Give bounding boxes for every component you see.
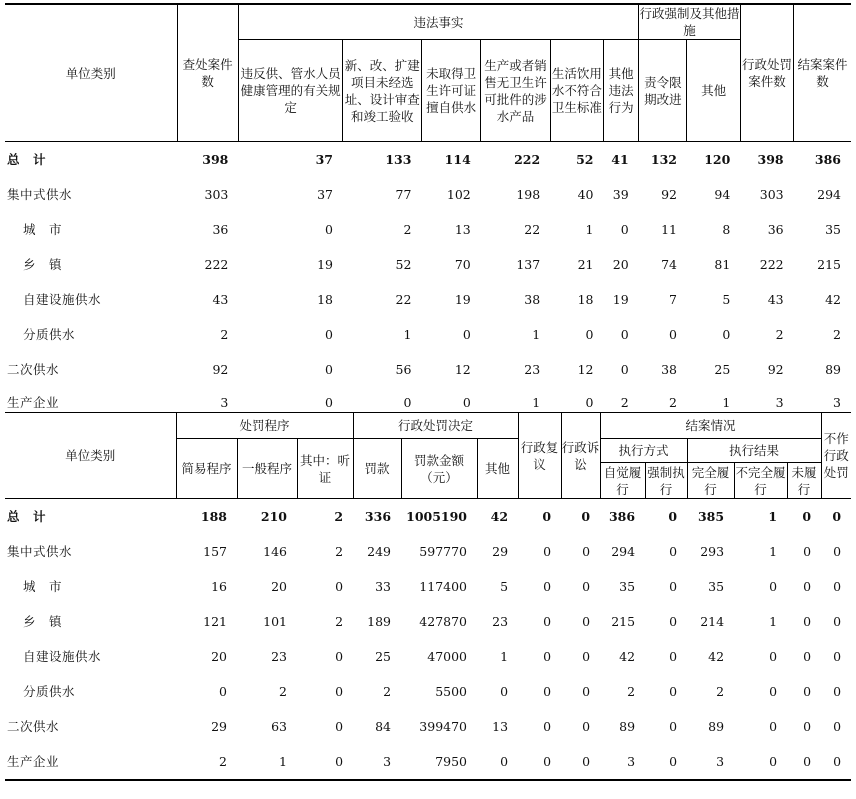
col-header-simple: 简易程序 xyxy=(176,439,237,499)
table-cell: 386 xyxy=(608,509,636,524)
table-cell: 303 xyxy=(204,187,229,202)
row-label: 生产企业 xyxy=(7,394,60,410)
table-cell: 0 xyxy=(335,579,344,594)
table-cell: 2 xyxy=(620,394,629,410)
table-cell: 0 xyxy=(669,649,678,664)
table-cell: 0 xyxy=(543,544,552,559)
table-cell: 399470 xyxy=(419,719,468,734)
table-row xyxy=(5,317,851,352)
col-header-other-violation: 其他违法行为 xyxy=(603,40,638,142)
table-cell: 1 xyxy=(532,327,541,342)
table-cell: 2 xyxy=(716,684,725,699)
row-label: 总 计 xyxy=(7,509,47,524)
table-cell: 0 xyxy=(769,684,778,699)
table-cell: 222 xyxy=(204,257,229,272)
table-cell: 77 xyxy=(395,187,412,202)
table-cell: 0 xyxy=(803,754,812,769)
violation-cases-table xyxy=(5,3,851,417)
table-cell: 0 xyxy=(585,394,594,410)
table-cell: 0 xyxy=(803,684,812,699)
table-cell: 0 xyxy=(582,544,591,559)
table-cell: 8 xyxy=(722,222,731,237)
table-cell: 38 xyxy=(524,292,541,307)
table-cell: 20 xyxy=(612,257,629,272)
table-cell: 36 xyxy=(767,222,784,237)
table-cell: 294 xyxy=(611,544,636,559)
table-row xyxy=(5,569,851,604)
table-cell: 0 xyxy=(581,509,591,524)
col-group-exec-result: 执行结果 xyxy=(687,439,821,463)
table-cell: 0 xyxy=(803,719,812,734)
col-header-cases: 查处案件数 xyxy=(177,4,238,142)
col-header-category-2: 单位类别 xyxy=(5,413,176,499)
table-cell: 214 xyxy=(700,614,725,629)
col-header-penalty-cases: 行政处罚案件数 xyxy=(740,4,793,142)
table-cell: 2 xyxy=(220,327,229,342)
table-cell: 0 xyxy=(582,614,591,629)
table-cell: 0 xyxy=(769,649,778,664)
table-cell: 0 xyxy=(769,754,778,769)
table-cell: 2 xyxy=(669,394,677,410)
table-cell: 47000 xyxy=(427,649,468,664)
table-cell: 89 xyxy=(619,719,636,734)
table-row xyxy=(5,674,851,709)
table-cell: 0 xyxy=(462,394,471,410)
table-cell: 2 xyxy=(383,684,392,699)
table-cell: 92 xyxy=(661,187,677,202)
table-cell: 2 xyxy=(219,754,227,769)
col-header-no-penalty: 不作行政处罚 xyxy=(821,413,851,499)
table-cell: 0 xyxy=(669,614,678,629)
table-cell: 198 xyxy=(516,187,541,202)
table-cell: 43 xyxy=(767,292,784,307)
table-cell: 0 xyxy=(585,327,594,342)
table-cell: 0 xyxy=(803,614,812,629)
table-cell: 3 xyxy=(627,754,636,769)
table-cell: 210 xyxy=(260,509,287,524)
row-label: 分质供水 xyxy=(23,327,76,342)
table-cell: 0 xyxy=(769,719,778,734)
table-row xyxy=(5,639,851,674)
table-cell: 25 xyxy=(375,649,392,664)
row-label: 自建设施供水 xyxy=(23,649,102,664)
table-cell: 29 xyxy=(211,719,227,734)
table-cell: 2 xyxy=(334,509,344,524)
table-cell: 11 xyxy=(661,222,677,237)
table-cell: 0 xyxy=(833,684,842,699)
table-row xyxy=(5,142,851,178)
table-cell: 0 xyxy=(833,649,842,664)
table-cell: 2 xyxy=(335,544,344,559)
table-cell: 23 xyxy=(492,614,509,629)
col-header-project-approval: 新、改、扩建项目未经选址、设计审查和竣工验收 xyxy=(343,40,421,142)
table-cell: 5 xyxy=(500,579,509,594)
table-cell: 37 xyxy=(317,187,333,202)
table-cell: 303 xyxy=(759,187,784,202)
table-cell: 0 xyxy=(832,509,842,524)
col-header-general: 一般程序 xyxy=(237,439,297,499)
row-label: 生产企业 xyxy=(7,754,60,769)
table-cell: 2 xyxy=(775,327,784,342)
row-label: 集中式供水 xyxy=(7,544,73,559)
table-cell: 0 xyxy=(543,579,552,594)
table-cell: 92 xyxy=(767,362,784,377)
table-row xyxy=(5,604,851,639)
table-cell: 0 xyxy=(802,509,812,524)
table-row xyxy=(5,744,851,780)
table-cell: 1 xyxy=(532,394,541,410)
table-row xyxy=(5,352,851,387)
table-cell: 0 xyxy=(582,684,591,699)
table-cell: 1005190 xyxy=(406,509,468,524)
table-cell: 1 xyxy=(279,754,287,769)
table-cell: 0 xyxy=(500,684,509,699)
table-cell: 7950 xyxy=(435,754,468,769)
table-row xyxy=(5,499,851,535)
table-cell: 0 xyxy=(582,649,591,664)
table-cell: 19 xyxy=(612,292,629,307)
row-label: 城 市 xyxy=(23,579,63,594)
table-cell: 3 xyxy=(220,394,229,410)
table-cell: 2 xyxy=(833,327,841,342)
col-group-procedure: 处罚程序 xyxy=(176,413,353,439)
table-cell: 0 xyxy=(669,579,678,594)
table-cell: 0 xyxy=(325,394,333,410)
col-header-full: 完全履行 xyxy=(687,463,734,499)
table-cell: 3 xyxy=(716,754,725,769)
table-cell: 19 xyxy=(454,292,471,307)
table-cell: 215 xyxy=(611,614,636,629)
table-cell: 25 xyxy=(714,362,731,377)
table-cell: 42 xyxy=(708,649,725,664)
table-cell: 0 xyxy=(325,222,333,237)
table-cell: 7 xyxy=(669,292,677,307)
col-header-health-rules: 违反供、管水人员健康管理的有关规定 xyxy=(238,40,343,142)
table-cell: 0 xyxy=(462,327,471,342)
col-header-enforced: 强制执行 xyxy=(645,463,687,499)
table-cell: 0 xyxy=(620,327,629,342)
col-header-fine: 罚款 xyxy=(353,439,401,499)
col-group-enforcement: 行政强制及其他措施 xyxy=(639,6,740,38)
table-cell: 89 xyxy=(825,362,841,377)
table-cell: 215 xyxy=(817,257,841,272)
table-cell: 0 xyxy=(543,754,552,769)
table-cell: 92 xyxy=(212,362,229,377)
table-cell: 74 xyxy=(661,257,677,272)
table-cell: 0 xyxy=(582,579,591,594)
table-cell: 42 xyxy=(490,509,509,524)
table-cell: 385 xyxy=(697,509,725,524)
table-cell: 38 xyxy=(661,362,677,377)
table-cell: 81 xyxy=(714,257,731,272)
table-cell: 133 xyxy=(385,152,412,167)
row-label: 二次供水 xyxy=(7,362,60,377)
table-cell: 35 xyxy=(708,579,725,594)
table-cell: 0 xyxy=(582,754,591,769)
table-cell: 0 xyxy=(335,649,344,664)
table-cell: 42 xyxy=(825,292,841,307)
table-cell: 1 xyxy=(585,222,594,237)
table-cell: 29 xyxy=(492,544,509,559)
table-cell: 43 xyxy=(212,292,229,307)
table-cell: 157 xyxy=(203,544,227,559)
table-cell: 1 xyxy=(722,394,731,410)
col-header-closed-cases: 结案案件数 xyxy=(794,4,851,142)
table-cell: 0 xyxy=(833,614,842,629)
col-group-exec-mode: 执行方式 xyxy=(600,439,687,463)
table-cell: 117400 xyxy=(419,579,468,594)
row-label: 自建设施供水 xyxy=(23,292,102,307)
col-header-unfulfilled: 未履行 xyxy=(787,463,821,499)
table-cell: 0 xyxy=(500,754,509,769)
table-row xyxy=(5,709,851,744)
table-cell: 39 xyxy=(612,187,629,202)
table-cell: 37 xyxy=(315,152,333,167)
table-cell: 597770 xyxy=(419,544,468,559)
table-cell: 120 xyxy=(704,152,731,167)
table-cell: 0 xyxy=(403,394,412,410)
table-cell: 0 xyxy=(669,719,678,734)
table-cell: 5500 xyxy=(435,684,468,699)
col-group-violation-facts: 违法事实 xyxy=(238,4,638,40)
table-cell: 12 xyxy=(454,362,471,377)
table-cell: 0 xyxy=(669,754,678,769)
col-header-partial: 不完全履行 xyxy=(735,464,786,497)
table-cell: 0 xyxy=(669,684,678,699)
table-cell: 1 xyxy=(403,327,412,342)
table-row xyxy=(5,177,851,212)
row-label: 集中式供水 xyxy=(7,187,73,202)
table-cell: 0 xyxy=(335,719,344,734)
table-cell: 18 xyxy=(577,292,594,307)
col-header-hearing: 其中：听证 xyxy=(297,439,353,499)
table-cell: 3 xyxy=(383,754,392,769)
table-cell: 13 xyxy=(492,719,509,734)
table-cell: 42 xyxy=(619,649,636,664)
table-cell: 3 xyxy=(775,394,784,410)
table-cell: 293 xyxy=(700,544,725,559)
table-cell: 40 xyxy=(577,187,594,202)
col-group-closing: 结案情况 xyxy=(600,413,821,439)
table-cell: 0 xyxy=(582,719,591,734)
col-header-litigation: 行政诉讼 xyxy=(561,413,600,499)
table-cell: 89 xyxy=(708,719,725,734)
row-label: 乡 镇 xyxy=(23,614,63,629)
col-header-water-standard: 生活饮用水不符合卫生标准 xyxy=(550,40,603,142)
table-cell: 23 xyxy=(271,649,287,664)
table-row xyxy=(5,282,851,317)
col-group-decision: 行政处罚决定 xyxy=(353,413,518,439)
table-row xyxy=(5,247,851,282)
row-label: 二次供水 xyxy=(7,719,60,734)
table-cell: 3 xyxy=(833,394,841,410)
table-cell: 0 xyxy=(669,327,677,342)
table-cell: 22 xyxy=(395,292,412,307)
table-cell: 52 xyxy=(576,152,594,167)
col-header-no-license: 未取得卫生许可证擅自供水 xyxy=(421,40,480,142)
table-cell: 121 xyxy=(203,614,227,629)
table-row xyxy=(5,212,851,247)
table-cell: 0 xyxy=(325,362,333,377)
table-cell: 1 xyxy=(500,649,509,664)
table-cell: 222 xyxy=(759,257,784,272)
table-cell: 427870 xyxy=(419,614,468,629)
table-cell: 2 xyxy=(403,222,412,237)
table-cell: 1 xyxy=(769,614,778,629)
table-cell: 52 xyxy=(395,257,412,272)
table-cell: 0 xyxy=(543,614,552,629)
col-header-fine-amount: 罚款金额（元） xyxy=(401,439,477,499)
row-label: 分质供水 xyxy=(23,684,76,699)
table-cell: 137 xyxy=(516,257,541,272)
table-cell: 0 xyxy=(833,579,842,594)
table-cell: 0 xyxy=(219,684,227,699)
col-header-decision-other: 其他 xyxy=(477,439,518,499)
table-cell: 20 xyxy=(211,649,227,664)
table-cell: 84 xyxy=(375,719,392,734)
table-cell: 2 xyxy=(335,614,344,629)
table-cell: 189 xyxy=(367,614,392,629)
table-cell: 0 xyxy=(669,544,678,559)
table-cell: 0 xyxy=(325,327,333,342)
penalty-results-table xyxy=(5,412,851,781)
table-cell: 132 xyxy=(650,152,677,167)
table-cell: 2 xyxy=(627,684,636,699)
row-label: 乡 镇 xyxy=(23,257,63,272)
table-cell: 1 xyxy=(769,544,778,559)
table-cell: 22 xyxy=(524,222,541,237)
table-cell: 249 xyxy=(367,544,392,559)
table-cell: 35 xyxy=(619,579,636,594)
table-cell: 0 xyxy=(543,684,552,699)
table-row xyxy=(5,534,851,569)
table-cell: 20 xyxy=(271,579,287,594)
table-cell: 0 xyxy=(335,684,344,699)
table-cell: 398 xyxy=(202,152,229,167)
table-cell: 0 xyxy=(769,579,778,594)
table-cell: 222 xyxy=(514,152,541,167)
table-cell: 41 xyxy=(611,152,629,167)
table-cell: 102 xyxy=(446,187,471,202)
table-cell: 0 xyxy=(833,719,842,734)
col-header-voluntary: 自觉履行 xyxy=(600,463,645,499)
table-cell: 18 xyxy=(317,292,333,307)
table-cell: 0 xyxy=(803,544,812,559)
row-label: 总 计 xyxy=(7,152,47,167)
table-cell: 386 xyxy=(814,152,841,167)
col-header-category: 单位类别 xyxy=(5,4,177,142)
table-cell: 0 xyxy=(620,222,629,237)
table-cell: 0 xyxy=(803,579,812,594)
table-cell: 0 xyxy=(335,754,344,769)
table-cell: 35 xyxy=(825,222,841,237)
table-cell: 1 xyxy=(768,509,778,524)
table-cell: 63 xyxy=(271,719,287,734)
table-cell: 336 xyxy=(364,509,392,524)
table-cell: 19 xyxy=(317,257,333,272)
table-cell: 0 xyxy=(803,649,812,664)
table-cell: 114 xyxy=(444,152,471,167)
table-cell: 13 xyxy=(454,222,471,237)
table-cell: 16 xyxy=(211,579,227,594)
table-cell: 12 xyxy=(577,362,594,377)
table-cell: 33 xyxy=(375,579,392,594)
table-cell: 0 xyxy=(542,509,552,524)
col-header-unapproved-products: 生产或者销售无卫生许可批件的涉水产品 xyxy=(481,40,550,142)
table-cell: 0 xyxy=(620,362,629,377)
table-cell: 36 xyxy=(212,222,229,237)
table-cell: 56 xyxy=(395,362,412,377)
table-cell: 0 xyxy=(722,327,731,342)
table-cell: 398 xyxy=(757,152,784,167)
table-cell: 2 xyxy=(279,684,287,699)
table-cell: 0 xyxy=(668,509,678,524)
table-cell: 0 xyxy=(543,649,552,664)
table-cell: 23 xyxy=(524,362,541,377)
table-cell: 0 xyxy=(833,754,842,769)
table-cell: 5 xyxy=(722,292,731,307)
col-header-other-measures: 其他 xyxy=(687,40,740,142)
row-label: 城 市 xyxy=(23,222,63,237)
table-cell: 0 xyxy=(543,719,552,734)
table-cell: 0 xyxy=(833,544,842,559)
table-cell: 70 xyxy=(454,257,471,272)
table-cell: 21 xyxy=(577,257,594,272)
table-cell: 188 xyxy=(200,509,227,524)
table-cell: 94 xyxy=(714,187,731,202)
col-header-review: 行政复议 xyxy=(518,413,561,499)
table-cell: 146 xyxy=(263,544,287,559)
table-cell: 294 xyxy=(817,187,841,202)
col-header-order-improve: 责令限期改进 xyxy=(639,40,687,142)
table-cell: 101 xyxy=(263,614,287,629)
